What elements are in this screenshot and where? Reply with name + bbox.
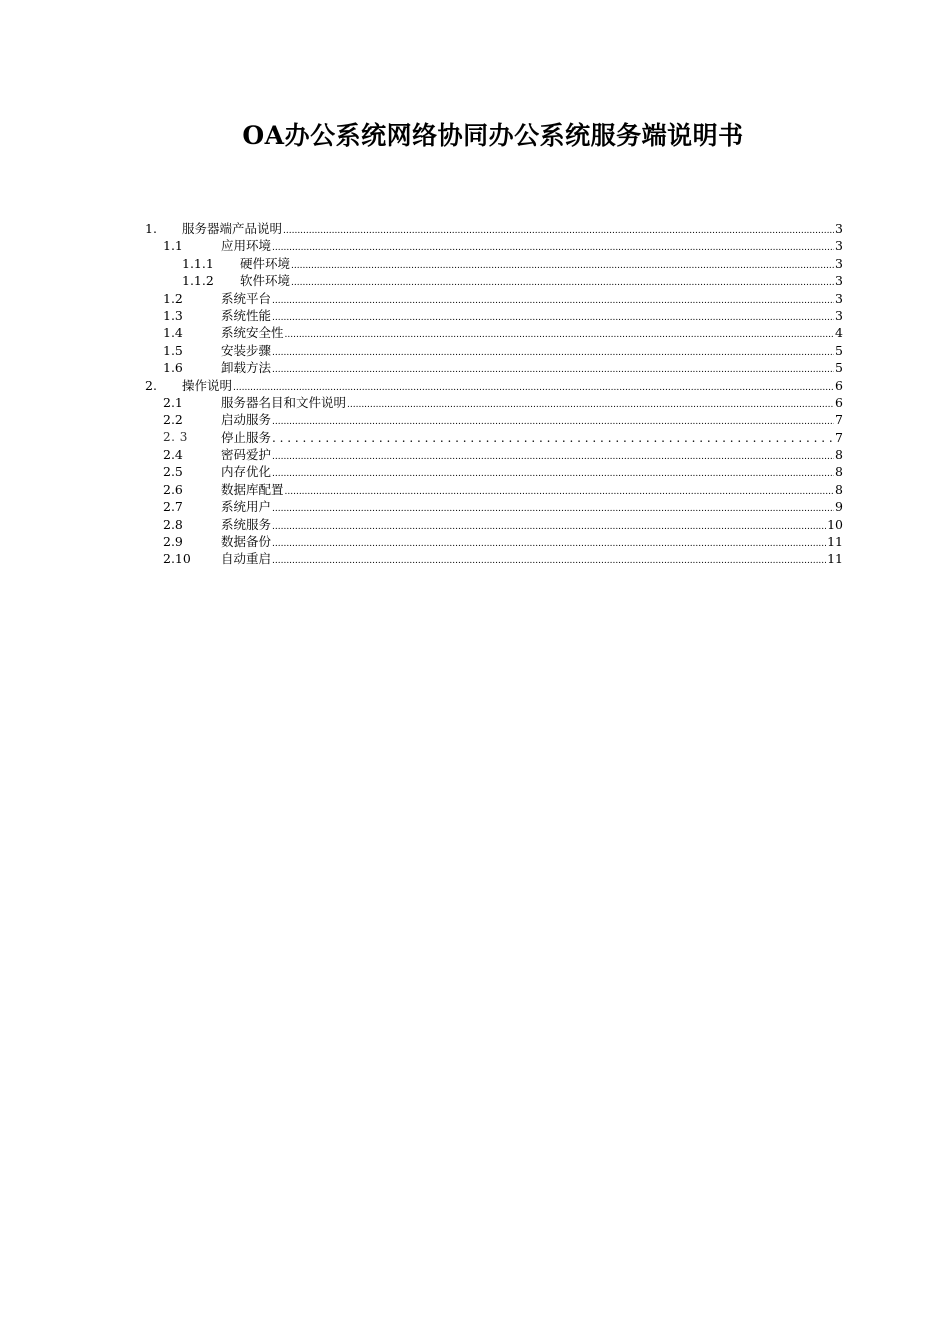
toc-entry[interactable] bbox=[145, 411, 843, 428]
document-title: OA办公系统网络协同办公系统服务端说明书 bbox=[242, 121, 744, 150]
toc-title: 安装步骤 bbox=[221, 342, 272, 358]
toc-page-number: 3 bbox=[835, 290, 843, 306]
toc-page-number: 5 bbox=[835, 342, 843, 358]
toc-number: 2.4 bbox=[163, 447, 183, 463]
toc-page-number: 4 bbox=[835, 325, 843, 341]
toc-entry[interactable] bbox=[145, 290, 843, 307]
toc-title: 系统服务 bbox=[221, 516, 272, 532]
toc-title: 应用环境 bbox=[221, 238, 272, 254]
toc-entry[interactable] bbox=[145, 516, 843, 533]
toc-title: 自动重启 bbox=[221, 551, 272, 567]
toc-number: 2.2 bbox=[163, 412, 183, 428]
toc-entry[interactable] bbox=[145, 272, 843, 289]
toc-page-number: 3 bbox=[835, 238, 843, 254]
toc-page-number: 3 bbox=[835, 307, 843, 323]
toc-number: 1.4 bbox=[163, 325, 183, 341]
toc-number: 1. bbox=[145, 221, 157, 236]
toc-number: 1.1 bbox=[163, 238, 183, 254]
toc-page-number: 7 bbox=[835, 429, 843, 445]
toc-entry[interactable] bbox=[145, 377, 843, 394]
toc-page-number: 9 bbox=[835, 499, 843, 515]
toc-entry[interactable] bbox=[145, 220, 843, 237]
toc-entry[interactable] bbox=[145, 237, 843, 254]
toc-entry[interactable] bbox=[145, 307, 843, 324]
toc-page-number: 5 bbox=[835, 360, 843, 376]
toc-page-number: 3 bbox=[835, 273, 843, 289]
toc-entry[interactable] bbox=[145, 481, 843, 498]
toc-title: 卸载方法 bbox=[221, 360, 272, 376]
toc-number: 1.2 bbox=[163, 290, 183, 306]
toc-entry[interactable] bbox=[145, 429, 843, 446]
toc-number: 1.3 bbox=[163, 307, 183, 323]
toc-number: 1.6 bbox=[163, 360, 183, 376]
toc-title: 密码爱护 bbox=[221, 447, 272, 463]
toc-entry[interactable] bbox=[145, 394, 843, 411]
toc-page-number: 3 bbox=[835, 221, 843, 236]
toc-title: 启动服务 bbox=[221, 412, 272, 428]
toc-number: 2.7 bbox=[163, 499, 183, 515]
toc-number: 2.6 bbox=[163, 481, 183, 497]
toc-page-number: 10 bbox=[827, 516, 843, 532]
toc-entry[interactable] bbox=[145, 463, 843, 480]
toc-leader bbox=[272, 429, 834, 447]
toc-number: 2.5 bbox=[163, 464, 183, 480]
toc-page-number: 11 bbox=[827, 534, 843, 550]
toc-title: 停止服务 bbox=[221, 429, 272, 445]
toc-title: 系统用户 bbox=[221, 499, 272, 515]
toc-page-number: 3 bbox=[835, 255, 843, 271]
toc-page-number: 8 bbox=[835, 447, 843, 463]
toc-title: 服务器名目和文件说明 bbox=[221, 394, 347, 410]
toc-page-number: 11 bbox=[827, 551, 843, 567]
toc-title: 服务器端产品说明 bbox=[182, 221, 283, 236]
toc-number: 2.8 bbox=[163, 516, 183, 532]
toc-entry[interactable] bbox=[145, 446, 843, 463]
toc-page-number: 8 bbox=[835, 481, 843, 497]
toc-title: 操作说明 bbox=[182, 377, 233, 393]
toc-page-number: 6 bbox=[835, 394, 843, 410]
toc-entry[interactable] bbox=[145, 255, 843, 272]
toc-number: 1.1.2 bbox=[182, 273, 214, 289]
toc-number: 1.5 bbox=[163, 342, 183, 358]
toc-number: 2. 3 bbox=[163, 429, 188, 444]
toc-title: 内存优化 bbox=[221, 464, 272, 480]
toc-title: 系统性能 bbox=[221, 307, 272, 323]
toc-title: 软件环境 bbox=[240, 273, 291, 289]
toc-entry[interactable] bbox=[145, 498, 843, 515]
toc-number: 1.1.1 bbox=[182, 255, 214, 271]
toc-entry[interactable] bbox=[145, 533, 843, 550]
table-of-contents bbox=[145, 220, 843, 568]
toc-entry[interactable] bbox=[145, 324, 843, 341]
toc-entry[interactable] bbox=[145, 550, 843, 567]
toc-entry[interactable] bbox=[145, 342, 843, 359]
toc-page-number: 6 bbox=[835, 377, 843, 393]
toc-entry[interactable] bbox=[145, 359, 843, 376]
toc-page-number: 7 bbox=[835, 412, 843, 428]
toc-title: 硬件环境 bbox=[240, 255, 291, 271]
toc-page-number: 8 bbox=[835, 464, 843, 480]
toc-title: 系统平台 bbox=[221, 290, 272, 306]
toc-number: 2.10 bbox=[163, 551, 191, 567]
toc-title: 系统安全性 bbox=[221, 325, 284, 341]
toc-number: 2. bbox=[145, 377, 157, 393]
toc-number: 2.1 bbox=[163, 394, 183, 410]
toc-number: 2.9 bbox=[163, 534, 183, 550]
toc-title: 数据库配置 bbox=[221, 481, 284, 497]
toc-leader bbox=[272, 550, 826, 570]
toc-title: 数据备份 bbox=[221, 534, 272, 550]
